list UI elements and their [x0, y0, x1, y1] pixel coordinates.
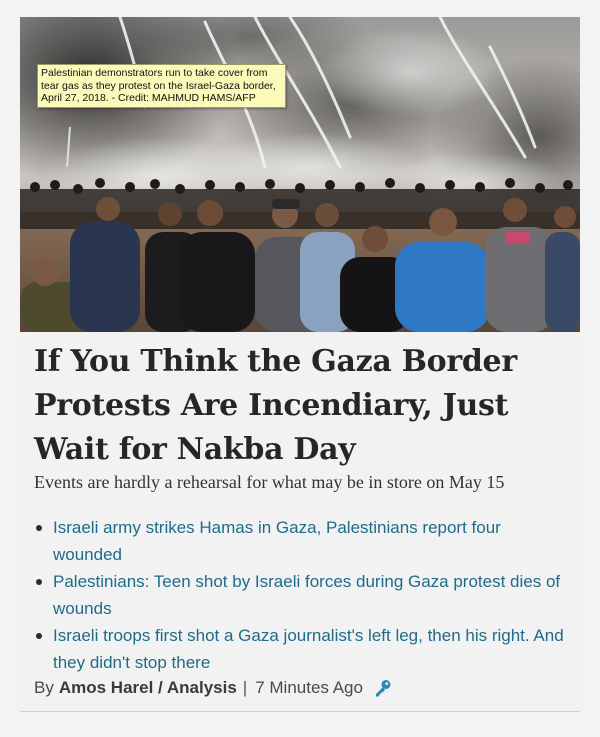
bullet-icon	[36, 633, 42, 639]
byline	[34, 678, 393, 698]
article-card[interactable]	[20, 17, 580, 712]
byline-separator: |	[242, 678, 248, 697]
related-article-link[interactable]: Israeli army strikes Hamas in Gaza, Palestinians report four wounded	[53, 518, 501, 564]
publish-time: 7 Minutes Ago	[255, 678, 363, 697]
related-article-link[interactable]: Israeli troops first shot a Gaza journalist's left leg, then his right. And they didn't stop there	[53, 626, 564, 672]
photo-caption: Palestinian demonstrators run to take cover from tear gas as they protest on the Israel-Gaza border, April 27, 2018. - Credit: MAHMUD HAMS/AFP	[37, 64, 286, 108]
author-link[interactable]: Amos Harel / Analysis	[58, 678, 237, 697]
bullet-icon	[36, 579, 42, 585]
article-subhead: Events are hardly a rehearsal for what may be in store on May 15	[34, 472, 505, 492]
article-headline[interactable]: If You Think the Gaza Border Protests Are Incendiary, Just Wait for Nakba Day	[34, 344, 517, 467]
related-article-item	[34, 622, 574, 676]
related-article-item	[34, 568, 574, 622]
key-icon	[373, 678, 393, 698]
article-photo[interactable]	[20, 17, 580, 332]
bullet-icon	[36, 525, 42, 531]
related-article-item	[34, 514, 574, 568]
related-article-link[interactable]: Palestinians: Teen shot by Israeli forces during Gaza protest dies of wounds	[53, 572, 561, 618]
related-articles-list	[34, 514, 574, 676]
byline-prefix: By	[34, 678, 54, 697]
